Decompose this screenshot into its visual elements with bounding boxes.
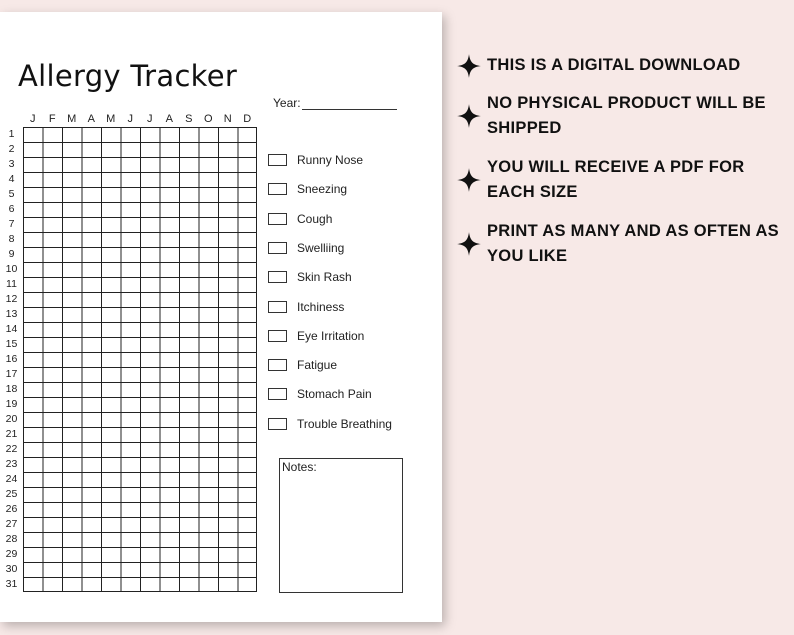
symptom-label: Stomach Pain (297, 387, 372, 402)
day-label: 1 (8, 128, 15, 140)
symptom-item[interactable] (268, 416, 392, 432)
notes-label: Notes: (282, 460, 317, 474)
month-label: M (67, 113, 77, 125)
four-point-star-icon (456, 231, 482, 257)
month-label: A (165, 113, 173, 125)
day-label: 23 (5, 458, 18, 470)
day-label: 16 (5, 353, 18, 365)
day-label: 10 (5, 263, 18, 275)
four-point-star-icon (456, 53, 482, 79)
month-label: J (127, 113, 133, 125)
symptom-label: Swelliing (297, 240, 345, 255)
day-label: 14 (5, 323, 18, 335)
day-label: 3 (8, 158, 15, 170)
symptom-label: Eye Irritation (297, 328, 365, 343)
symptom-item[interactable] (268, 328, 364, 344)
day-label: 19 (5, 398, 18, 410)
symptom-checkbox[interactable] (268, 242, 287, 254)
symptom-item[interactable] (268, 152, 363, 168)
symptom-checkbox[interactable] (268, 359, 287, 371)
feature-text: THIS IS A DIGITAL DOWNLOAD (487, 56, 741, 74)
symptom-checkbox[interactable] (268, 330, 287, 342)
four-point-star-icon (456, 103, 482, 129)
day-label: 15 (5, 338, 18, 350)
month-label: N (223, 113, 232, 125)
symptom-item[interactable] (268, 386, 372, 402)
symptom-label: Trouble Breathing (297, 416, 392, 431)
symptom-label: Skin Rash (297, 270, 352, 285)
symptom-checkbox[interactable] (268, 388, 287, 400)
notes-box[interactable] (279, 458, 403, 593)
month-label: M (106, 113, 116, 125)
symptom-label: Itchiness (297, 299, 345, 314)
symptom-checkbox[interactable] (268, 271, 287, 283)
day-label: 18 (5, 383, 18, 395)
year-field (273, 96, 397, 110)
symptom-label: Sneezing (297, 182, 348, 197)
symptom-item[interactable] (268, 240, 344, 256)
symptom-label: Runny Nose (297, 153, 364, 167)
four-point-star-icon (456, 167, 482, 193)
month-header (23, 113, 257, 127)
feature-text: NO PHYSICAL PRODUCT WILL BE SHIPPED (487, 94, 766, 137)
feature-item (456, 219, 786, 269)
day-label: 24 (5, 473, 18, 485)
day-label: 29 (5, 548, 18, 560)
day-label: 6 (8, 203, 15, 215)
day-label: 11 (6, 278, 17, 290)
day-label: 2 (8, 143, 15, 155)
day-label: 20 (5, 413, 18, 425)
feature-item (456, 91, 786, 141)
symptom-checkbox[interactable] (268, 183, 287, 195)
month-label: S (185, 113, 193, 125)
tracker-sheet (0, 12, 442, 622)
month-label: O (203, 113, 213, 125)
day-numbers (0, 127, 23, 592)
day-label: 27 (5, 518, 18, 530)
month-label: J (147, 113, 153, 125)
day-label: 26 (5, 503, 18, 515)
day-label: 30 (5, 563, 18, 575)
day-label: 13 (5, 308, 18, 320)
month-label: A (87, 113, 95, 125)
symptom-item[interactable] (268, 357, 337, 373)
page-title: Allergy Tracker (18, 59, 238, 93)
day-label: 17 (5, 368, 18, 380)
year-label: Year: (273, 96, 301, 110)
tracking-grid (23, 127, 257, 592)
symptom-label: Fatigue (297, 358, 338, 373)
month-label: J (30, 113, 36, 125)
month-label: F (48, 113, 56, 125)
symptom-item[interactable] (268, 181, 347, 197)
day-label: 22 (5, 443, 18, 455)
symptom-checkbox[interactable] (268, 418, 287, 430)
feature-text: YOU WILL RECEIVE A PDF FOR EACH SIZE (487, 158, 745, 201)
symptom-item[interactable] (268, 269, 352, 285)
day-label: 21 (5, 428, 18, 440)
symptom-label: Cough (297, 211, 333, 226)
symptom-checkbox[interactable] (268, 213, 287, 225)
day-label: 28 (5, 533, 18, 545)
feature-item (456, 155, 786, 205)
day-label: 12 (5, 293, 18, 305)
day-label: 4 (8, 173, 15, 185)
symptom-checkbox[interactable] (268, 301, 287, 313)
day-label: 7 (8, 218, 15, 230)
day-label: 8 (8, 233, 15, 245)
feature-item (456, 53, 786, 78)
day-label: 9 (8, 248, 15, 260)
symptom-checkbox[interactable] (268, 154, 287, 166)
year-blank-line (302, 96, 397, 110)
symptom-item[interactable] (268, 211, 332, 227)
symptom-item[interactable] (268, 299, 344, 315)
day-label: 31 (5, 578, 18, 590)
day-label: 25 (5, 488, 18, 500)
month-label: D (243, 113, 252, 125)
day-label: 5 (8, 188, 15, 200)
feature-text: PRINT AS MANY AND AS OFTEN AS YOU LIKE (487, 222, 779, 265)
